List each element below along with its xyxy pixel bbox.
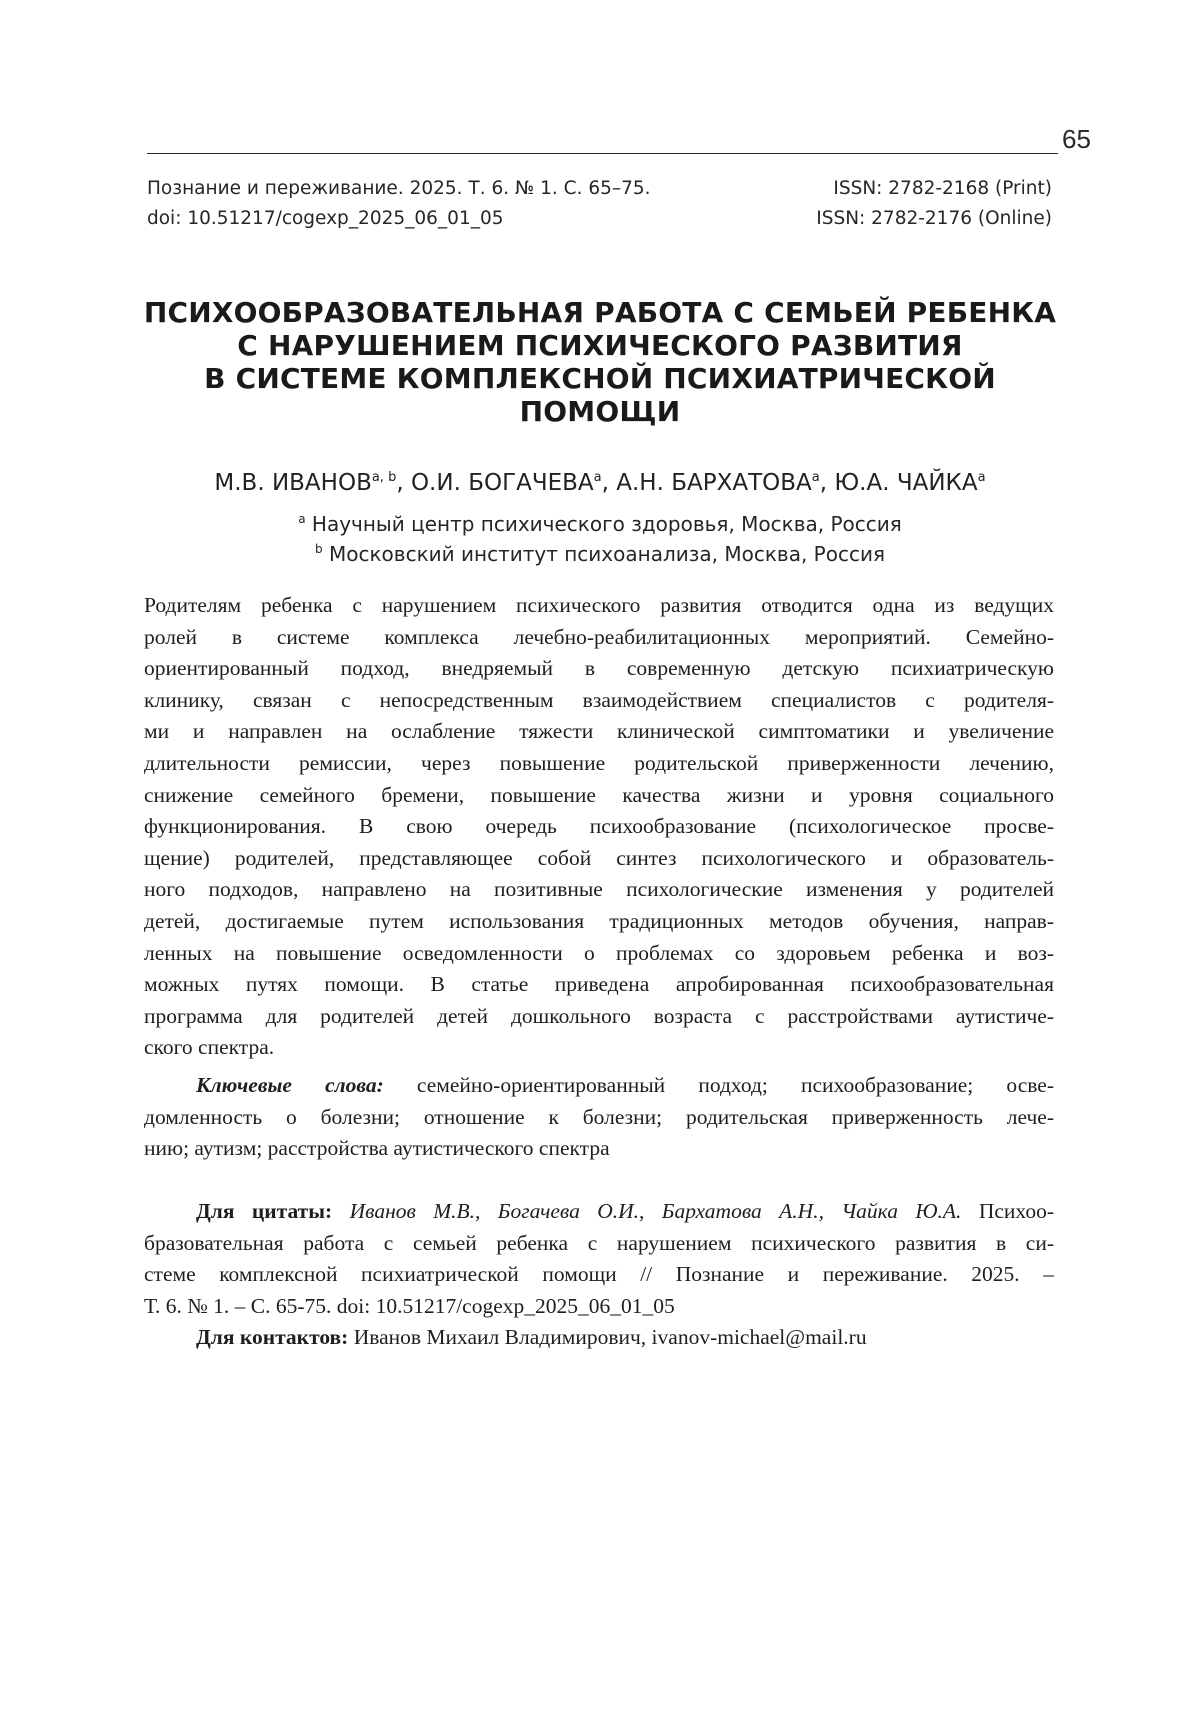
abstract-line: ского спектра.: [144, 1035, 275, 1060]
author-separator: ,: [819, 470, 835, 496]
affiliation-list: [120, 509, 1080, 569]
journal-citation-line: Познание и переживание. 2025. Т. 6. № 1. С. 65–75.: [147, 178, 651, 199]
keywords-line: [144, 1070, 1054, 1102]
affiliation-item: [120, 539, 1080, 569]
author-affiliation-mark: a, b: [371, 470, 397, 485]
issn-online: ISSN: 2782-2176 (Online): [816, 208, 1052, 229]
journal-doi-line: doi: 10.51217/cogexp_2025_06_01_05: [147, 208, 504, 229]
citation-line: стеме комплексной психиатрической помощи // Познание и переживание. 2025. –: [144, 1262, 1054, 1287]
affiliation-mark: b: [315, 542, 323, 556]
contacts-text: Иванов Михаил Владимирович, ivanov-michael@mail.ru: [353, 1325, 867, 1349]
keywords-line: домленность о болезни; отношение к болезни; родительская приверженность лече-: [144, 1104, 1054, 1129]
abstract-line: функционирования. В свою очередь психообразование (психологическое просве-: [144, 814, 1054, 839]
abstract-line: можных путях помощи. В статье приведена апробированная психообразовательная: [144, 972, 1054, 997]
abstract-line: ного подходов, направлено на позитивные психологические изменения у родителей: [144, 877, 1054, 902]
abstract-line: ориентированный подход, внедряемый в современную детскую психиатрическую: [144, 656, 1054, 681]
page-number: 65: [1062, 124, 1091, 154]
author-separator: ,: [601, 470, 617, 496]
header-rule: [147, 153, 1058, 154]
keywords-label: Ключевые слова:: [196, 1073, 384, 1097]
contacts-line: [144, 1322, 1054, 1354]
abstract-line: детей, достигаемые путем использования традиционных методов обучения, направ-: [144, 908, 1054, 933]
author-name: М.В. ИВАНОВ: [214, 470, 372, 496]
abstract-line: щение) родителей, представляющее собой синтез психологического и образователь-: [144, 845, 1054, 870]
abstract-line: Родителям ребенка с нарушением психического развития отводится одна из ведущих: [144, 593, 1054, 617]
journal-info: [147, 174, 651, 234]
issn-print: ISSN: 2782-2168 (Print): [833, 178, 1052, 199]
author-name: Ю.А. ЧАЙКА: [834, 470, 978, 496]
abstract-line: клинику, связан с непосредственным взаимодействием специалистов с родителя-: [144, 687, 1054, 712]
title-line: ПСИХООБРАЗОВАТЕЛЬНАЯ РАБОТА С СЕМЬЕЙ РЕБЕНКА: [143, 296, 1057, 329]
citation-text: Психоо-: [978, 1199, 1055, 1223]
contacts: [144, 1322, 1054, 1354]
contacts-label: Для контактов:: [196, 1325, 349, 1349]
citation-authors: Иванов М.В., Богачева О.И., Бархатова А.Н., Чайка Ю.А.: [349, 1199, 962, 1223]
citation-label: Для цитаты:: [196, 1199, 333, 1223]
author-name: А.Н. БАРХАТОВА: [616, 470, 812, 496]
abstract-line: ленных на повышение осведомленности о проблемах со здоровьем ребенка и воз-: [144, 940, 1054, 965]
citation-line: бразовательная работа с семьей ребенка с нарушением психического развития в си-: [144, 1230, 1054, 1255]
author-affiliation-mark: a: [977, 470, 986, 485]
title-line: С НАРУШЕНИЕМ ПСИХИЧЕСКОГО РАЗВИТИЯ: [237, 329, 963, 362]
abstract-line: ми и направлен на ослабление тяжести клинической симптоматики и увеличение: [144, 719, 1054, 744]
author-separator: ,: [396, 470, 411, 496]
citation-line: Т. 6. № 1. – С. 65-75. doi: 10.51217/cogexp_2025_06_01_05: [144, 1293, 675, 1318]
title-line: ПОМОЩИ: [519, 395, 681, 428]
author-list: [120, 468, 1080, 498]
abstract-line: снижение семейного бремени, повышение качества жизни и уровня социального: [144, 782, 1054, 807]
abstract: [144, 590, 1054, 1064]
keywords-line: нию; аутизм; расстройства аутистического спектра: [144, 1136, 610, 1161]
keywords-text: семейно-ориентированный подход; психообразование; осве-: [416, 1073, 1054, 1097]
author-affiliation-mark: a: [811, 470, 820, 485]
author-name: О.И. БОГАЧЕВА: [410, 470, 594, 496]
keywords: [144, 1070, 1054, 1165]
affiliation-mark: a: [298, 512, 306, 526]
author-affiliation-mark: a: [593, 470, 602, 485]
affiliation-item: [120, 509, 1080, 539]
citation-line: [144, 1196, 1054, 1228]
abstract-line: программа для родителей детей дошкольного возраста с расстройствами аутистиче-: [144, 1003, 1054, 1028]
affiliation-text: Научный центр психического здоровья, Москва, Россия: [311, 512, 902, 536]
issn-info: [816, 174, 1052, 234]
abstract-line: длительности ремиссии, через повышение родительской приверженности лечению,: [144, 750, 1054, 775]
citation: [144, 1196, 1054, 1322]
title-line: В СИСТЕМЕ КОМПЛЕКСНОЙ ПСИХИАТРИЧЕСКОЙ: [204, 362, 996, 395]
abstract-line: ролей в системе комплекса лечебно-реабилитационных мероприятий. Семейно-: [144, 624, 1054, 649]
affiliation-text: Московский институт психоанализа, Москва, Россия: [328, 542, 885, 566]
article-title: [120, 296, 1080, 428]
